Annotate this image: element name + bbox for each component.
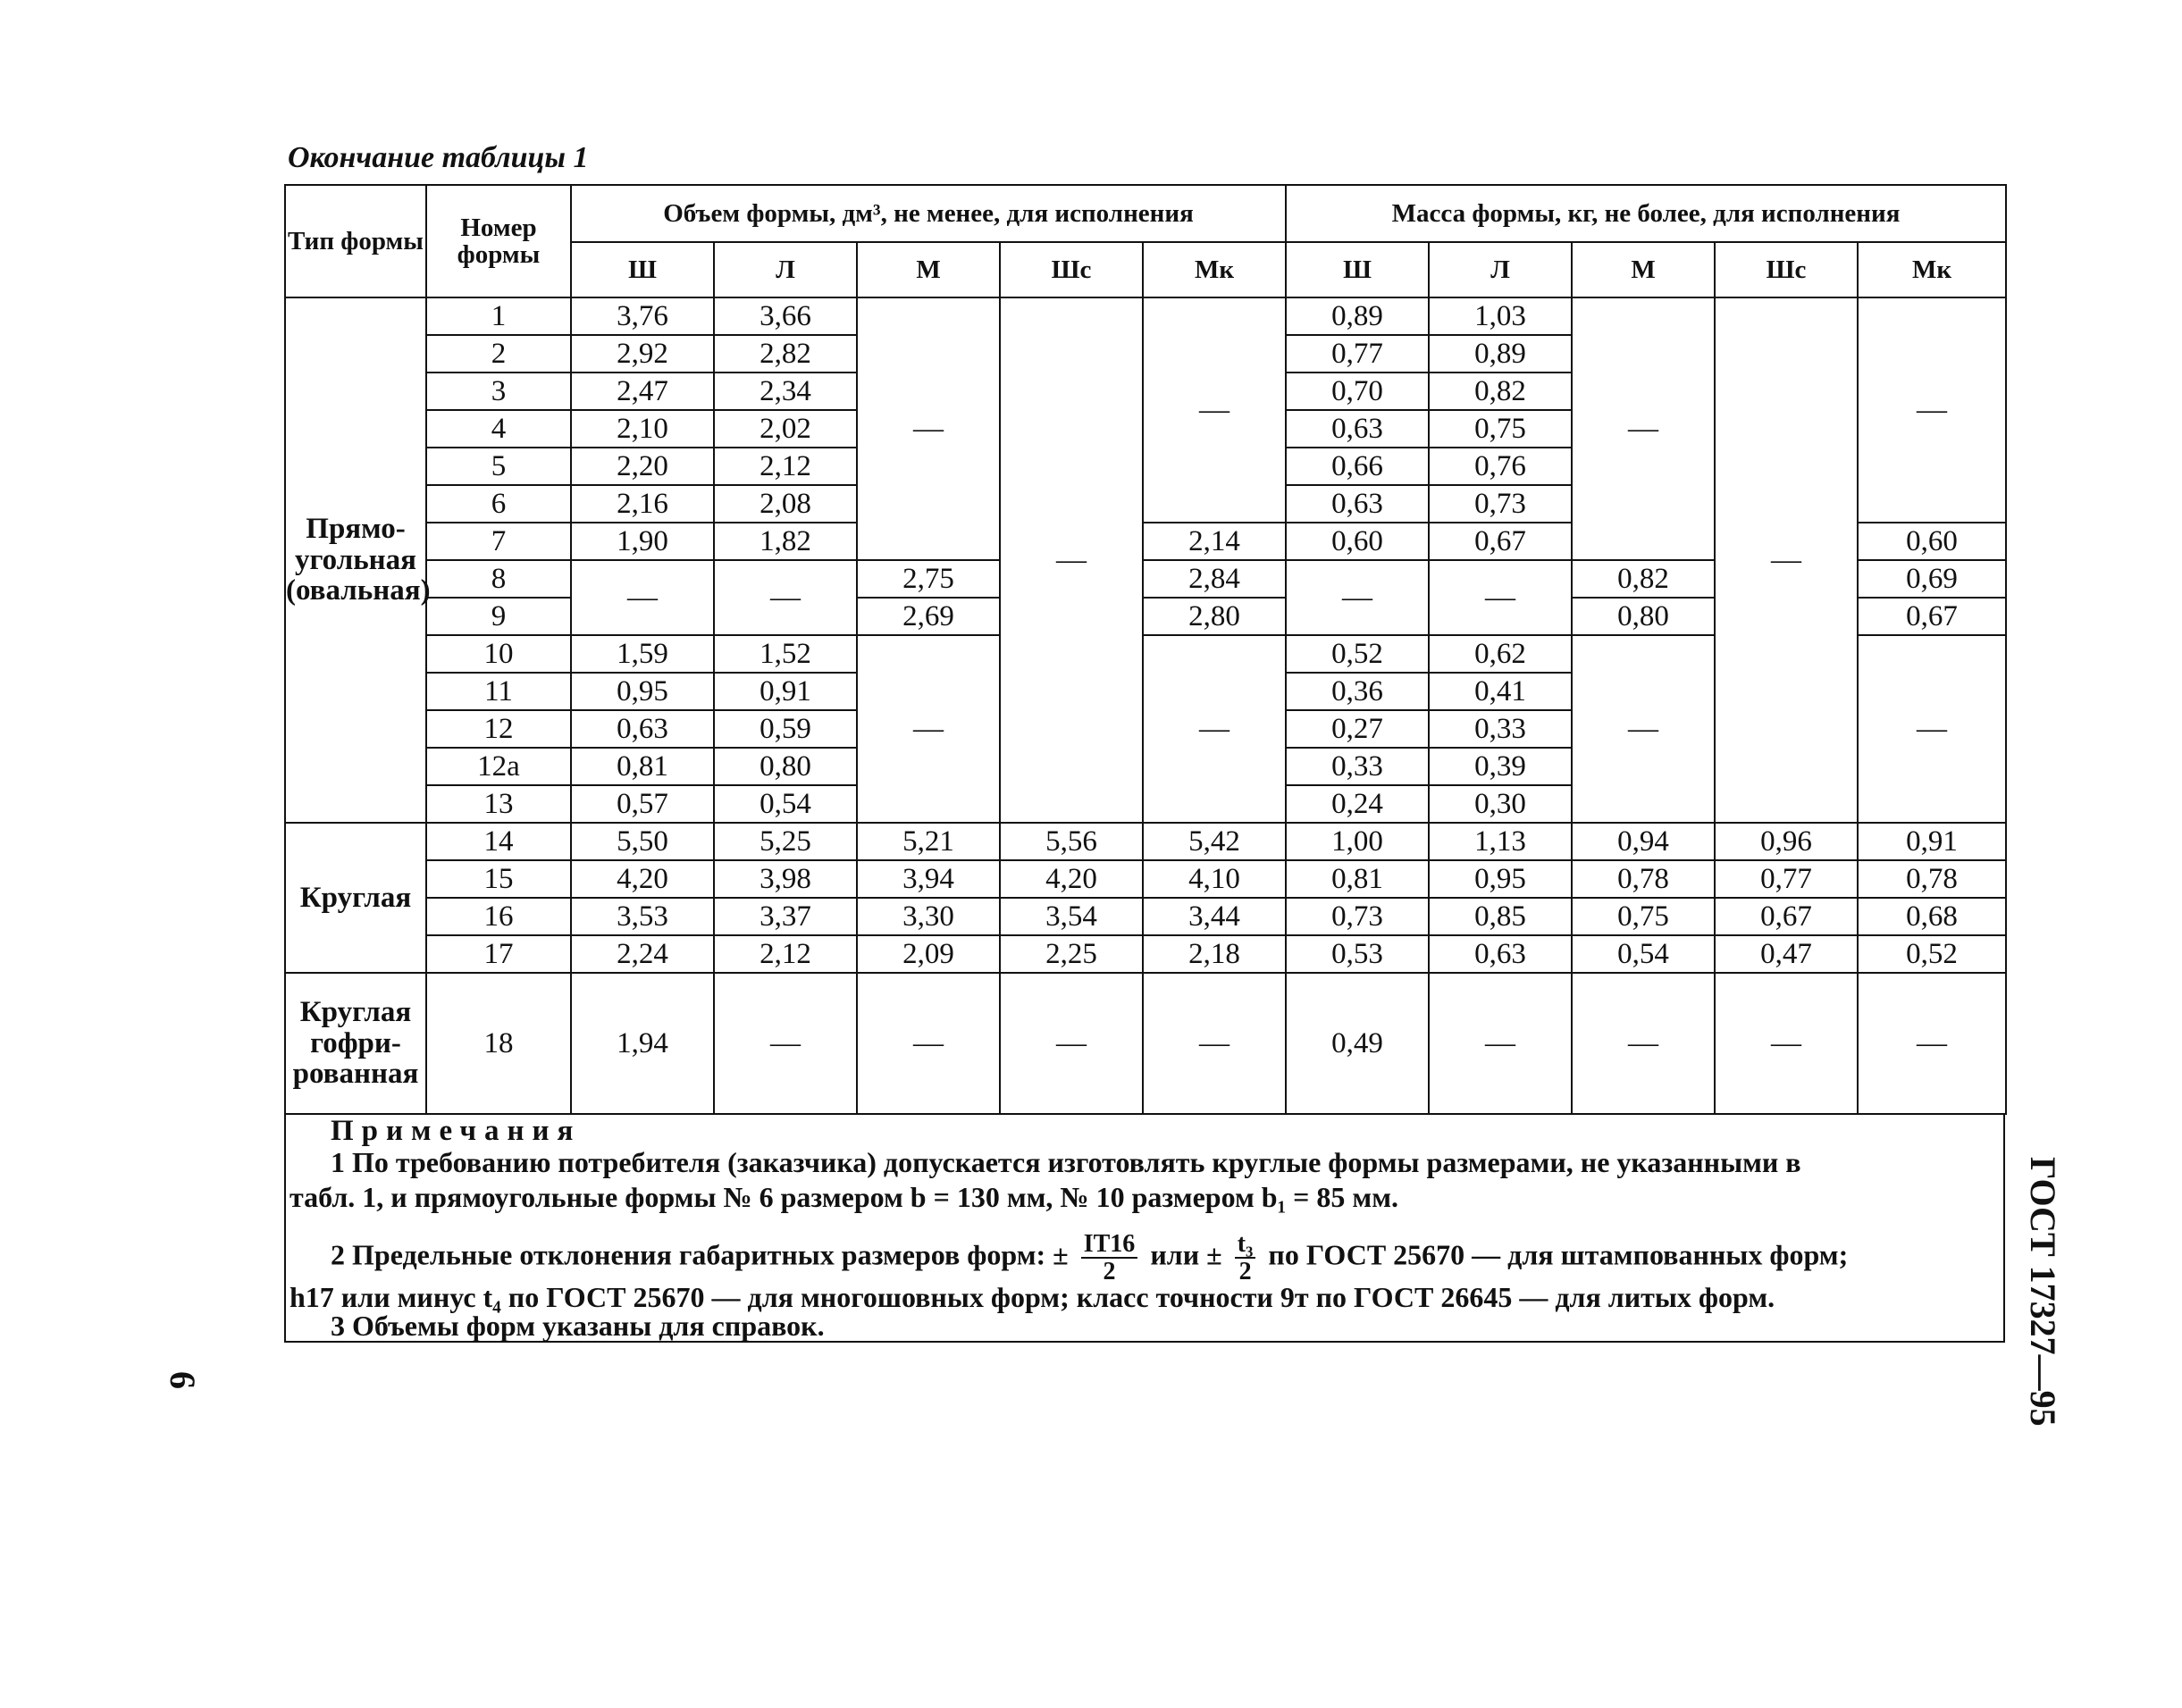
cell-value: 0,75 [1572, 898, 1715, 935]
cell-value: 0,59 [714, 710, 857, 748]
header-variant: Л [714, 242, 857, 297]
cell-value: 0,33 [1286, 748, 1429, 785]
cell-dash: — [1000, 973, 1143, 1114]
header-number: Номер формы [426, 185, 571, 297]
cell-value: 2,69 [857, 598, 1000, 635]
cell-value: 0,81 [571, 748, 714, 785]
cell-dash: — [1572, 297, 1715, 560]
cell-dash: — [857, 635, 1000, 823]
cell-value: 0,66 [1286, 448, 1429, 485]
header-variant: Л [1429, 242, 1572, 297]
row-number: 17 [426, 935, 571, 973]
cell-value: 3,54 [1000, 898, 1143, 935]
cell-dash: — [1143, 297, 1286, 523]
cell-value: 2,02 [714, 410, 857, 448]
cell-value: 5,50 [571, 823, 714, 860]
cell-value: 4,10 [1143, 860, 1286, 898]
cell-dash: — [857, 973, 1000, 1114]
cell-dash: — [1143, 635, 1286, 823]
row-number: 2 [426, 335, 571, 373]
cell-value: 0,77 [1286, 335, 1429, 373]
cell-value: 3,30 [857, 898, 1000, 935]
row-number: 9 [426, 598, 571, 635]
cell-value: 2,34 [714, 373, 857, 410]
cell-value: 0,73 [1429, 485, 1572, 523]
cell-dash: — [1715, 973, 1858, 1114]
cell-value: 2,08 [714, 485, 857, 523]
cell-value: 0,91 [1858, 823, 2006, 860]
cell-value: 0,91 [714, 673, 857, 710]
row-number: 13 [426, 785, 571, 823]
cell-value: 3,76 [571, 297, 714, 335]
header-variant: Шс [1715, 242, 1858, 297]
cell-value: 0,52 [1858, 935, 2006, 973]
row-number: 12 [426, 710, 571, 748]
cell-value: 0,75 [1429, 410, 1572, 448]
fraction-denominator: 2 [1238, 1258, 1252, 1286]
row-number: 3 [426, 373, 571, 410]
row-number: 16 [426, 898, 571, 935]
cell-value: 2,75 [857, 560, 1000, 598]
note-2-text-mid: или ± [1150, 1238, 1222, 1271]
cell-value: 2,24 [571, 935, 714, 973]
cell-value: 0,63 [1286, 485, 1429, 523]
row-number: 8 [426, 560, 571, 598]
row-number: 6 [426, 485, 571, 523]
table-caption: Окончание таблицы 1 [288, 141, 589, 174]
notes-title: Примечания [331, 1115, 582, 1147]
cell-value: 0,52 [1286, 635, 1429, 673]
cell-value: 0,95 [571, 673, 714, 710]
cell-value: 1,00 [1286, 823, 1429, 860]
cell-value: 0,33 [1429, 710, 1572, 748]
cell-value: 0,67 [1858, 598, 2006, 635]
cell-value: 0,78 [1572, 860, 1715, 898]
cell-value: 0,85 [1429, 898, 1572, 935]
cell-value: 0,36 [1286, 673, 1429, 710]
cell-value: 0,24 [1286, 785, 1429, 823]
header-variant: Ш [571, 242, 714, 297]
cell-value: 0,67 [1715, 898, 1858, 935]
cell-value: 1,82 [714, 523, 857, 560]
cell-value: 0,89 [1286, 297, 1429, 335]
group-rect: Прямо-угольная (овальная) [285, 297, 426, 823]
header-variant: Мк [1858, 242, 2006, 297]
cell-value: 3,44 [1143, 898, 1286, 935]
cell-value: 0,89 [1429, 335, 1572, 373]
cell-value: 2,92 [571, 335, 714, 373]
fraction-denominator: 2 [1103, 1258, 1116, 1286]
row-number: 12а [426, 748, 571, 785]
cell-value: 0,94 [1572, 823, 1715, 860]
cell-value: 0,60 [1286, 523, 1429, 560]
fraction-numerator: t₃ [1235, 1231, 1256, 1259]
cell-value: 1,03 [1429, 297, 1572, 335]
notes-block [284, 1113, 2005, 1343]
cell-value: 2,25 [1000, 935, 1143, 973]
header-type: Тип формы [285, 185, 426, 297]
cell-value: 2,14 [1143, 523, 1286, 560]
cell-dash: — [1715, 297, 1858, 823]
cell-value: 0,69 [1858, 560, 2006, 598]
header-volume: Объем формы, дм³, не менее, для исполнения [571, 185, 1286, 242]
row-number: 10 [426, 635, 571, 673]
note-2-line-1 [331, 1231, 1848, 1285]
cell-value: 0,76 [1429, 448, 1572, 485]
cell-value: 0,27 [1286, 710, 1429, 748]
cell-dash: — [1143, 973, 1286, 1114]
cell-value: 0,63 [1429, 935, 1572, 973]
cell-dash: — [1286, 560, 1429, 635]
cell-value: 5,25 [714, 823, 857, 860]
note-3: 3 Объемы форм указаны для справок. [331, 1310, 825, 1342]
cell-value: 0,81 [1286, 860, 1429, 898]
cell-value: 0,47 [1715, 935, 1858, 973]
cell-value: 0,77 [1715, 860, 1858, 898]
cell-value: 0,39 [1429, 748, 1572, 785]
cell-value: 0,60 [1858, 523, 2006, 560]
cell-dash: — [857, 297, 1000, 560]
cell-value: 0,62 [1429, 635, 1572, 673]
header-variant: Шс [1000, 242, 1143, 297]
cell-value: 0,57 [571, 785, 714, 823]
cell-value: 5,42 [1143, 823, 1286, 860]
cell-dash: — [1429, 973, 1572, 1114]
cell-value: 3,94 [857, 860, 1000, 898]
cell-value: 0,95 [1429, 860, 1572, 898]
cell-value: 0,63 [571, 710, 714, 748]
cell-value: 0,67 [1429, 523, 1572, 560]
standard-code: ГОСТ 17327—95 [2023, 1157, 2063, 1427]
row-number: 18 [426, 973, 571, 1114]
header-variant: М [1572, 242, 1715, 297]
cell-value: 0,80 [714, 748, 857, 785]
group-round: Круглая [285, 823, 426, 973]
cell-value: 0,30 [1429, 785, 1572, 823]
cell-value: 2,12 [714, 448, 857, 485]
cell-value: 0,53 [1286, 935, 1429, 973]
cell-value: 1,90 [571, 523, 714, 560]
cell-value: 3,66 [714, 297, 857, 335]
header-mass: Масса формы, кг, не более, для исполнения [1286, 185, 2006, 242]
row-number: 1 [426, 297, 571, 335]
page-number: 6 [163, 1371, 203, 1389]
note-2-text-end: по ГОСТ 25670 — для штампованных форм; [1268, 1238, 1849, 1271]
cell-value: 2,12 [714, 935, 857, 973]
cell-value: 0,54 [714, 785, 857, 823]
row-number: 15 [426, 860, 571, 898]
note-2-text-start: 2 Предельные отклонения габаритных размеров форм: ± [331, 1238, 1069, 1271]
cell-value: 3,37 [714, 898, 857, 935]
cell-value: 0,49 [1286, 973, 1429, 1114]
cell-value: 0,96 [1715, 823, 1858, 860]
note-1-line-2: табл. 1, и прямоугольные формы № 6 размером b = 130 мм, № 10 размером b₁ = 85 мм. [290, 1181, 1398, 1213]
cell-value: 5,56 [1000, 823, 1143, 860]
cell-value: 3,98 [714, 860, 857, 898]
cell-value: 4,20 [1000, 860, 1143, 898]
header-variant: М [857, 242, 1000, 297]
cell-value: 0,78 [1858, 860, 2006, 898]
cell-value: 1,13 [1429, 823, 1572, 860]
cell-value: 1,94 [571, 973, 714, 1114]
row-number: 7 [426, 523, 571, 560]
note-2-line-2: h17 или минус t₄ по ГОСТ 25670 — для многошовных форм; класс точности 9т по ГОСТ 26645 — для литых форм. [290, 1281, 1775, 1313]
header-variant: Ш [1286, 242, 1429, 297]
cell-dash: — [1572, 635, 1715, 823]
cell-value: 0,63 [1286, 410, 1429, 448]
cell-value: 0,68 [1858, 898, 2006, 935]
cell-value: 2,16 [571, 485, 714, 523]
note-1-line-1: 1 По требованию потребителя (заказчика) допускается изготовлять круглые формы размерами, не указанными в [331, 1146, 1801, 1178]
cell-value: 3,53 [571, 898, 714, 935]
cell-value: 2,18 [1143, 935, 1286, 973]
cell-value: 0,41 [1429, 673, 1572, 710]
cell-value: 0,80 [1572, 598, 1715, 635]
row-number: 4 [426, 410, 571, 448]
cell-dash: — [1429, 560, 1572, 635]
group-corrugated: Круглая гофри-рованная [285, 973, 426, 1114]
cell-value: 0,54 [1572, 935, 1715, 973]
cell-value: 2,09 [857, 935, 1000, 973]
cell-value: 2,10 [571, 410, 714, 448]
cell-dash: — [1000, 297, 1143, 823]
cell-value: 0,82 [1429, 373, 1572, 410]
row-number: 14 [426, 823, 571, 860]
cell-value: 4,20 [571, 860, 714, 898]
fraction-numerator: IT16 [1081, 1231, 1138, 1259]
cell-dash: — [571, 560, 714, 635]
row-number: 5 [426, 448, 571, 485]
fraction-it16 [1081, 1231, 1138, 1285]
cell-dash: — [714, 560, 857, 635]
cell-value: 2,82 [714, 335, 857, 373]
cell-value: 0,70 [1286, 373, 1429, 410]
cell-value: 2,84 [1143, 560, 1286, 598]
cell-value: 5,21 [857, 823, 1000, 860]
cell-dash: — [1858, 973, 2006, 1114]
cell-dash: — [1572, 973, 1715, 1114]
cell-dash: — [1858, 635, 2006, 823]
cell-value: 1,59 [571, 635, 714, 673]
cell-value: 2,47 [571, 373, 714, 410]
cell-value: 0,73 [1286, 898, 1429, 935]
cell-value: 1,52 [714, 635, 857, 673]
header-variant: Мк [1143, 242, 1286, 297]
fraction-t3 [1235, 1231, 1256, 1285]
data-table [284, 184, 2007, 1115]
cell-value: 0,82 [1572, 560, 1715, 598]
cell-dash: — [714, 973, 857, 1114]
cell-value: 2,20 [571, 448, 714, 485]
cell-value: 2,80 [1143, 598, 1286, 635]
row-number: 11 [426, 673, 571, 710]
cell-dash: — [1858, 297, 2006, 523]
